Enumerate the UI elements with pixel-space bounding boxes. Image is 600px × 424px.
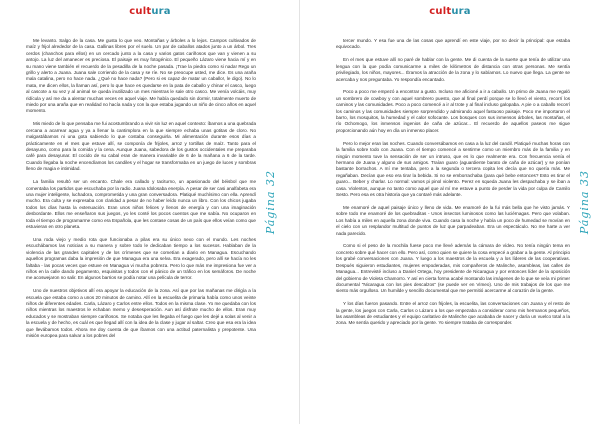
right-paragraph-2: En el mes que estuve allí no paré de hablar con la gente. Me di cuenta de la suerte que tenía de utilizar una lengua con la que podía comunicarme a miles de kilómetros de distancia con otras personas. Me sentía privilegiado, los niños, mayores... Éramos la atracción de la zona y lo sabíamos. Lo nuevo que llega. La gente se acercaba y nos preguntaba. Yo respondía encantado. — [336, 57, 570, 82]
magazine-logo — [0, 6, 300, 17]
logo-part-1-right: cult — [429, 6, 452, 17]
logo-part-2-right: ura — [451, 6, 471, 17]
right-page — [300, 0, 600, 424]
left-paragraph-1: Me levanto. Salgo de la casa. Me gusta lo que veo. Montañas y árboles a lo lejos. Campos cultivados de maíz y frijol alrededor de la casa. Gallinas libres por el suelo. Un par de caballos atados junto a un árbol. Tres cerdos (chanchos para ellos) en un cercado junto a la casa y varios gatos cariñosos que van y vienen a su antojo. La luz del amanecer es preciosa. El paisaje es muy fotogénico. El pequeño Lázaro viene hacia mí y en su mano viene también el recuerdo de la pesadilla de la noche pasada. ¡Trae la piedra como si nada! Rego un grillo y alerto a Juana. Juana sale corriendo de la casa y se ríe. No se preocupe usted, me dice. Es una araña mala catalina, pero no hace nada. ¿Qué no hace nada? (Pero si es capaz de matar un caballo!, le digo). No lo mata, me dicen ellos, la llaman así, pero lo que hace es quedarse en la pata de caballo y chinar el casco, luego al cascote a su vez y al animal se queda inutilizado un mes mientras le sale otro casco. Me venía volcáis, muy ridícula y así me da a alentar muchas veces en aquel viaje. Me había quedado sin dormir, totalmente muerto de miedo por una araña que en realidad no hacía nada y con la que estaba jugando un niño de cinco años en aquel momento. — [26, 38, 256, 114]
left-paragraph-5: Uno de nuestros objetivos allí era apoyar la educación de la zona. Así que por las mañanas me dirigía a la escuela que estaba como a unos 20 minutos de camino. Allí en la escuelita de primaria había como unos veinte niños de diferentes edades. Carla, Lázaro y Carlos entre ellos. Todos en la misma clase. Yo me quedaba con los niños mientras los maestros le echaban memo y desesperación. Aun así disfrute mucho de ellos. Eran muy educados y se mostraban siempre cariñosos. Se notaba que les llegaba el fuego que les dejé a solas al venir a la escuela y de hecho, es cuál es que llegad allí con la idea de la clase y jugar al saltar. Creo que esa era la idea que llevábamos todos. Ahora me doy cuenta de que íbamos con una actitud paternalista y prepotente. Una misión europea para salvar a los pobres del — [26, 288, 256, 339]
right-paragraph-7: Y los días fueron pasando. Entre el arroz con frijoles, la escuelita, las conversaciones con Juana y el resto de la gente, los juegos con Carla, Carlos o Lázaro a los que empezaba a considerar como mis hermanos pequeños, las asambleas de estudiantes y el equipo caritativo de Malinche que acababa de nacer y daría un vuelco total a la zona. Me sentía querido y apreciado por la gente. Yo siempre trataba de corresponder. — [336, 301, 570, 326]
right-page-number: Página 33 — [578, 170, 591, 235]
right-paragraph-3: Poco a poco me empezó a encontrar a gusto. Incluso me aficioné a ir a caballo. Un primo de Juana me regaló un sombrero de cowboy y con aquel sombrero puesto, que al final perdí porque se lo llevó el viento, recorrí los caminos y las comunidades. Poco a poco comencé a ir al trote y al final incluso galopaba. A pie o a caballo recorrí los caminos y las comunidades siempre sorprendido y admirando aquel fastuoso paisaje. Poco me importaron el barro, los mosquitos, la humedad y el calor sofocante. Los bosques con sus inmensos árboles, las montañas, el río Ochomogo, los inmensos ingenios de caña de azúcar... El recuerdo de aquellos paseos me sigue proporcionando aún hoy en día un inmenso placer. — [336, 89, 570, 133]
logo-part-1: cult — [129, 6, 152, 17]
right-paragraph-6: Como si el peso de la mochila fuese poco me llevé además la cámara de vídeo. No tenía ningún tema en concreto sobre qué hacer con ello. Pero así, como quien se quiere la cosa empecé a grabar a la gente. Al principio los grabé conversaciones con Juana. Y luego a los maestros de la escuela y a los líderes de las cooperativas. Después siguieron estudiantes, mujeres empoderadas, mis compañeros de Malinche, asambleas, las calles de Managua... Entrevisté incluso a Daniel Ortega, hoy presidente de Nicaragua y por entonces líder de la oposición del gobierno de Violeta Chamorro. Y así en cierta forma acabé montando las imágenes de lo que se veía mi primer documental "Nicaragua con los pies descalzos" (se puede ver en Vimeo). Uno de mis trabajos de los que me siento más orgulloso. Un humilde y sencillo documental que me permitió acercarme al corazón de la gente. — [336, 243, 570, 294]
left-page-number: Página 32 — [264, 170, 277, 235]
right-text-column — [336, 38, 570, 333]
left-paragraph-4: Una roda viejo y medio rota que funcionaba a pilas era su único nexo con el mundo. Les noches escuchábamos las noticias a su manera y sobre todo le dedicaban tiempo a los sucesos. Hablaban de la violencia de las grandes capitales y de los crímenes que se cometían a diario en Managua. Escuchando aquellos programas daba la impresión de que Managua era una selva. Era exagerado, pero allí se hacía no les faltaba - las pocas veces que estuve en Managua vi mucha pobreza. Pero lo que más me impresiona fue ver a niños en la calle dando pegamento, esquinitas y todos con el pánico de un tráfico en los semáforos. De noche me acoswejaron no salir. En algunos barrios se podía notar una película de terror. — [26, 236, 256, 281]
right-paragraph-4: Pero lo mejor eran las noches. Cuando conversábamos en casa a la luz del candil. Platiqué muchas horas con la familia sobre todo con Juana. Con el tiempo comencé a sentirme como un miembro más de la familia y en ningún momento tuve la sensación de ser un intruso, que es lo que realmente era. Con frecuencia venía el hermano de Juana y alguno de sus amigos. Traían guaro (aguardiente barato de caña de azúcar) y se ponían bastante borrachos. A mí me tentaba, pero a la segunda o tercera copita les decía que no quería más. Me regañaban. Decían que eso era tirar la bebida. Si no se emborrachaba (para qué bebe entonces? Esto es tirar el guaro... Beber y charlar. Lo normal: vamos pi pinol violento. Perez en squeda Juana les despachaba y se iban a casa. Violentos, aunque no tanto como aquel que al mí me estuve a punto de perder la vida por culpa de Camilo Sesto. Pero esa es otra historia que ya contaré más adelante. — [336, 140, 570, 198]
logo-part-2: ura — [151, 6, 171, 17]
left-paragraph-3: La familia resultó ser un encanto. Chale era callado y taciturno, un apasionado del béisbol que me comentaba los partidos que escuchaba por la radio. Juana Idolosaba enerpía. A pesar de ser casi analfabeta era una mujer inteligente, luchadora, comprometida y una gran conversadora. Platiqué muchísimo con ella. Aprendí mucho. Era culta y se expresaba con claridad a pesar de no haber leído nunca un libro. Con los chicos jugaba todos los días hasta la extenuación. Eran unos niños felices y llenos de energía y con una imaginación desbordante. Ellos me enseñaron sus juegos, yo les conté los pocos cuentos que me sabía. No ocuparon en toda el tiempo de programarme como era Española, que les contase cosas de un país que ellos veían como que estuvieran en otro planeta. — [26, 179, 256, 229]
right-paragraph-1: tercer mundo. Y esa fue una de las cosas que aprendí en este viaje, por no decir la principal: que estaba equivocado. — [336, 38, 570, 50]
left-paragraph-2: Mis miedo de lo que pensaba me fui acostumbrando a vivir sin luz en aquel contexto: íbamos a una quebrada cercana a acarrear agua y ya a llenar la cantimplora en la que siempre echaba unas gotitas de cloro. No malgastábamos ni una gota sabiendo lo que costaba conseguirla. Mi alimentación durante esos días a prácticamente en el mes que estuve allí, se componía de frijoles, arroz y tortillas de maíz. Tanto para el desayuno, como para la comida y la cena. Aunque Juana, sabedora de los gustos occidentales me preparaba café para desayunar. El cocido de su cabal eran de manera invariable de 6 de la mañana a 6 de la tarde. Cuando llegaba la noche encendíamos los candiles y el hogar se transformaba en un juego de luces y sombras lleno de magia e intimidad. — [26, 121, 256, 172]
right-paragraph-5: Me enamoré de aquel paisaje único y lleno de vida. Me enamoré de la fui más bella que he visto jamás. Y sobre todo me enamoré de los quebraditas - Unos insectos luminosos como las luciérnagas. Pero que volaban. Los había a miles en aquella zona donde viva. Cuando casa la noche y había un poco de humedad se movían en el cielo con un resplandor multitud de puntos de luz que parpadeaban. Era un espectáculo. No me harte a ver nada parecido. — [336, 204, 570, 236]
magazine-logo-right — [300, 6, 600, 17]
left-text-column — [26, 38, 256, 346]
